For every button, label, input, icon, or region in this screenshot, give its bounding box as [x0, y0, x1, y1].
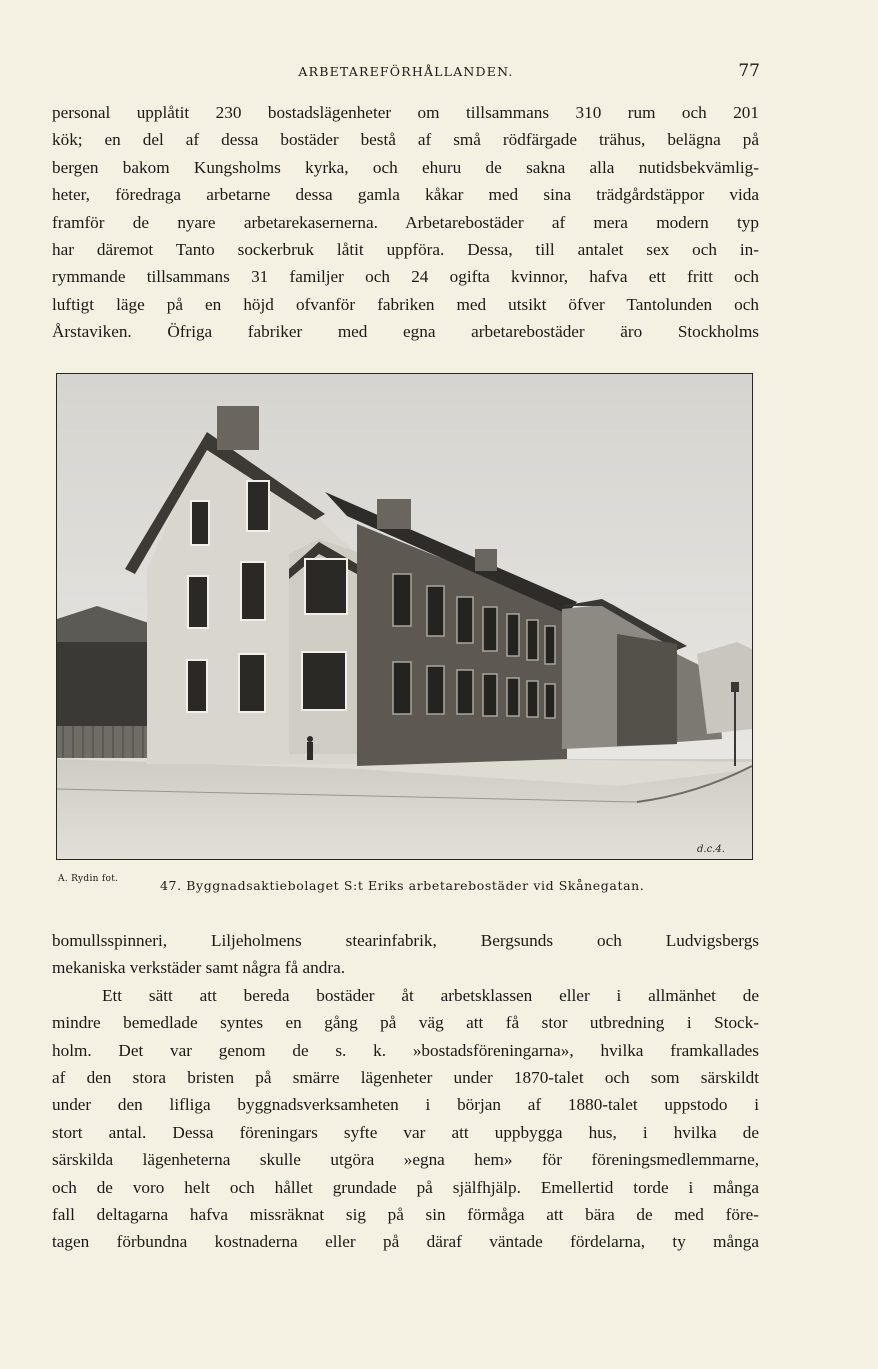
text-line: holm. Det var genom de s. k. »bostadsföreningarna», hvilka framkallades: [52, 1040, 759, 1060]
text-line: Ett sätt att bereda bostäder åt arbetsklassen eller i allmänhet de: [102, 985, 759, 1005]
text-line: tagen förbundna kostnaderna eller på däraf väntade fördelarna, ty många: [52, 1232, 759, 1252]
text-line: kök; en del af dessa bostäder bestå af små rödfärgade trähus, belägna på: [52, 130, 759, 150]
building-photo: [57, 374, 752, 859]
text-line: mekaniska verkstäder samt några få andra.: [52, 958, 346, 978]
text-line: af den stora bristen på smärre lägenheter under 1870-talet och som särskildt: [52, 1067, 759, 1087]
text-line: under den lifliga byggnadsverksamheten i början af 1880-talet uppstodo i: [52, 1095, 759, 1115]
paragraph-1: [52, 99, 759, 346]
text-line: framför de nyare arbetarekasernerna. Arbetarebostäder af mera modern typ: [52, 212, 759, 232]
text-line: och de voro helt och hållet grundade på själfhjälp. Emellertid torde i många: [52, 1177, 759, 1197]
photo-signature: d.c.4.: [697, 844, 725, 855]
running-head: ARBETAREFÖRHÅLLANDEN.: [298, 64, 514, 79]
text-line: har däremot Tanto sockerbruk låtit uppföra. Dessa, till antalet sex och in-: [52, 239, 759, 259]
page-number: 77: [738, 61, 760, 81]
text-line: luftigt läge på en höjd ofvanför fabriken med utsikt öfver Tantolunden och: [52, 294, 759, 314]
figure-caption: 47. Byggnadsaktiebolaget S:t Eriks arbetarebostäder vid Skånegatan.: [160, 878, 645, 893]
text-line: fall deltagarna hafva missräknat sig på sin förmåga att bära de med före-: [52, 1204, 759, 1224]
text-line: heter, föredraga arbetarne dessa gamla kåkar med sina trädgårdstäppor vida: [52, 185, 759, 205]
photo-credit: A. Rydin fot.: [58, 874, 119, 884]
text-line: mindre bemedlade syntes en gång på väg att få stor utbredning i Stock-: [52, 1013, 759, 1033]
text-line: rymmande tillsammans 31 familjer och 24 ogifta kvinnor, hafva ett fritt och: [52, 267, 759, 287]
text-line: Årstaviken. Öfriga fabriker med egna arbetarebostäder äro Stockholms: [52, 322, 759, 342]
text-line: bomullsspinneri, Liljeholmens stearinfabrik, Bergsunds och Ludvigsbergs: [52, 931, 759, 950]
text-line: bergen bakom Kungsholms kyrka, och ehuru de sakna alla nutidsbekvämlig-: [52, 157, 759, 177]
text-line: personal upplåtit 230 bostadslägenheter om tillsammans 310 rum och 201: [52, 103, 759, 122]
photo-figure: [56, 373, 753, 860]
page-header: [52, 61, 760, 84]
paragraph-2: [52, 927, 759, 1256]
text-line: stort antal. Dessa föreningars syfte var att uppbygga hus, i hvilka de: [52, 1122, 759, 1142]
text-line: särskilda lägenheterna skulle utgöra »egna hem» för föreningsmedlemmarne,: [52, 1150, 759, 1170]
